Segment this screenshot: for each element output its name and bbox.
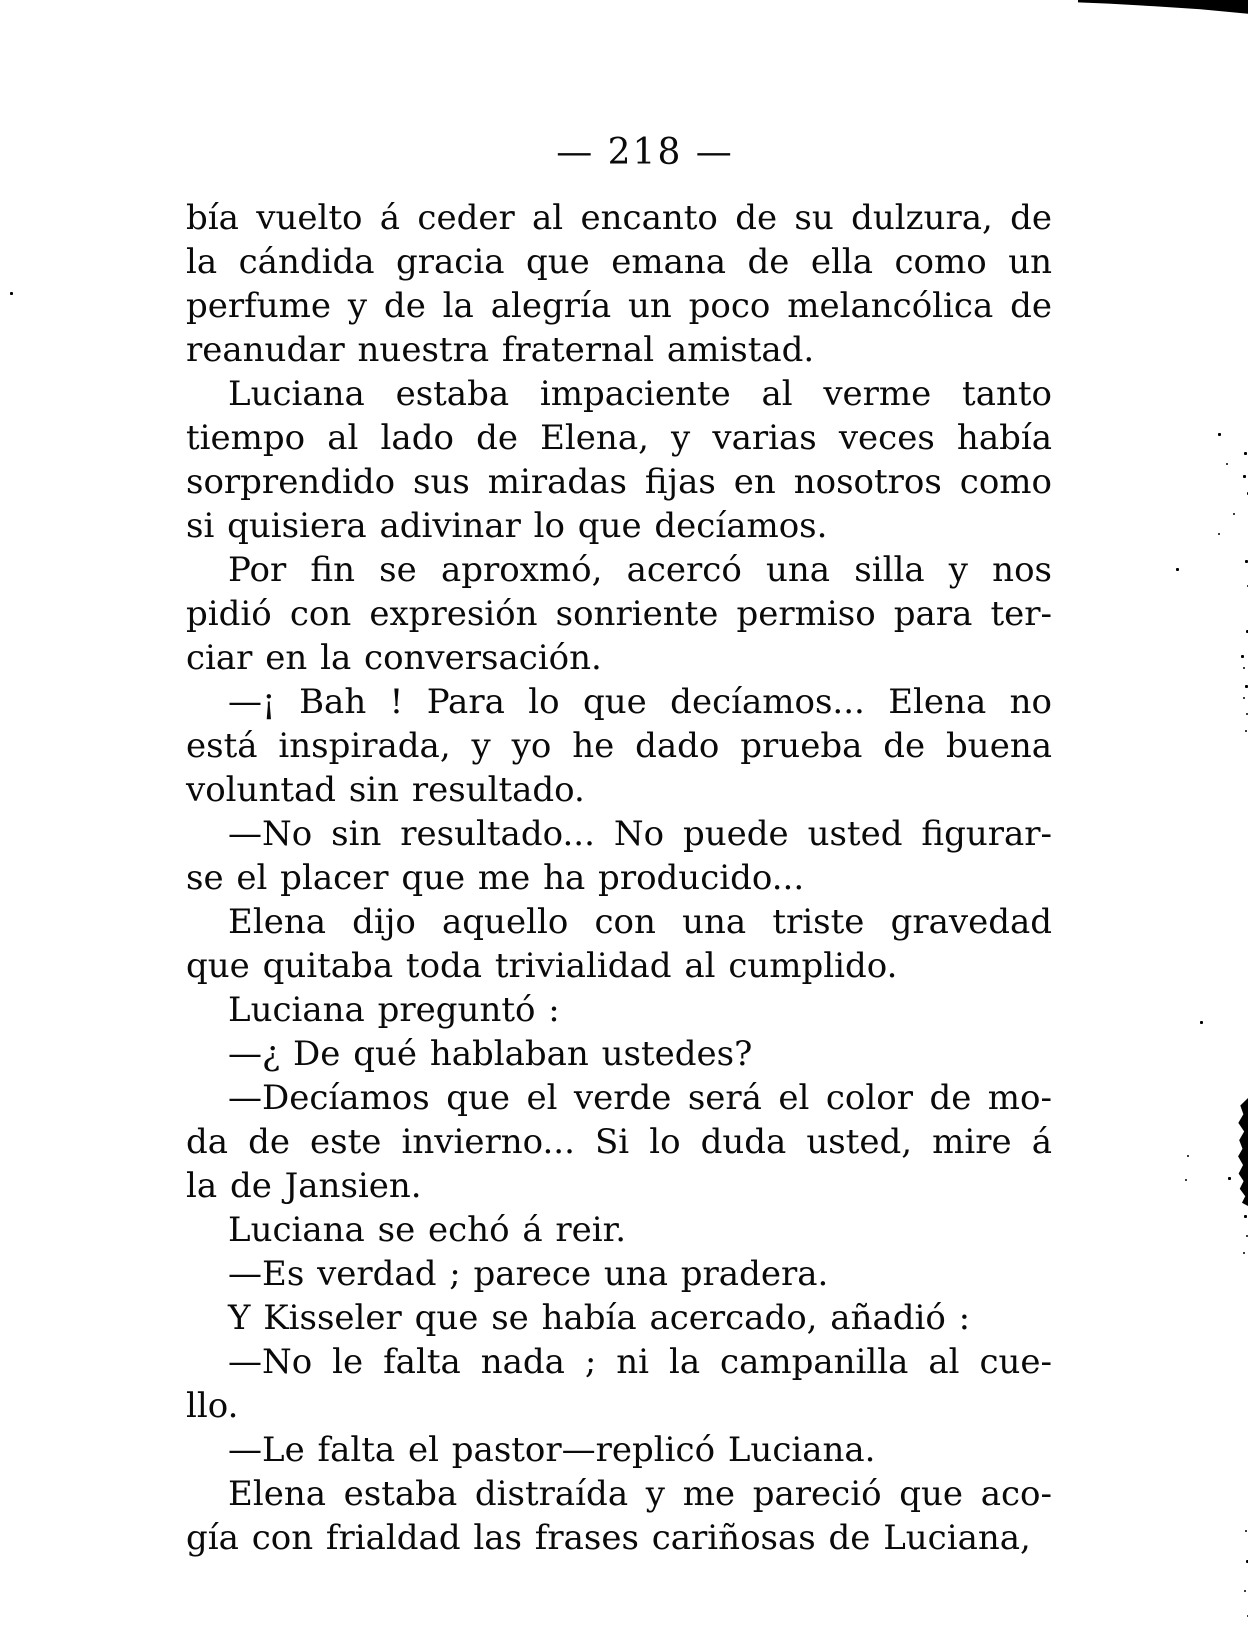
scan-speck	[1245, 730, 1247, 732]
text-line: —No sin resultado... No puede usted figurar-	[228, 814, 1052, 854]
scan-speck	[1244, 1215, 1247, 1218]
text-line: está inspirada, y yo he dado prueba de buena	[186, 726, 1052, 766]
scan-edge-blotch-artifact	[1237, 1098, 1248, 1206]
scan-speck	[1187, 1155, 1189, 1157]
scan-speck	[1218, 433, 1221, 436]
scan-speck	[1244, 452, 1247, 455]
scan-corner-artifact	[1078, 0, 1248, 15]
text-line: si quisiera adivinar lo que decíamos.	[186, 506, 828, 546]
text-line: Elena estaba distraída y me pareció que aco-	[228, 1474, 1052, 1514]
text-line: tiempo al lado de Elena, y varias veces había	[186, 418, 1052, 458]
text-line: gía con frialdad las frases cariñosas de Luciana,	[186, 1518, 1031, 1558]
text-body	[186, 196, 1052, 1560]
scan-speck	[1245, 1530, 1247, 1532]
text-line: —Decíamos que el verde será el color de mo-	[228, 1078, 1052, 1118]
text-line: Por fin se aproxmó, acercó una silla y nos	[228, 550, 1052, 590]
text-line: se el placer que me ha producido...	[186, 858, 805, 898]
scan-speck	[1218, 533, 1220, 535]
scan-speck	[1233, 513, 1235, 515]
text-line: —Es verdad ; parece una pradera.	[228, 1254, 829, 1294]
scan-speck	[1200, 1021, 1203, 1024]
text-line: ciar en la conversación.	[186, 638, 602, 678]
scan-speck	[1243, 667, 1245, 669]
scan-speck	[1185, 1179, 1187, 1181]
text-line: la de Jansien.	[186, 1166, 422, 1206]
text-line: bía vuelto á ceder al encanto de su dulzura, de	[186, 198, 1052, 238]
text-line: Luciana preguntó :	[228, 990, 560, 1030]
text-line: sorprendido sus miradas fijas en nosotros como	[186, 462, 1052, 502]
text-line: —¿ De qué hablaban ustedes?	[228, 1034, 753, 1074]
text-line: —¡ Bah ! Para lo que decíamos... Elena no	[228, 682, 1052, 722]
scan-speck	[1228, 1177, 1231, 1180]
scan-speck	[1226, 463, 1228, 465]
text-line: que quitaba toda trivialidad al cumplido.	[186, 946, 898, 986]
text-line: Luciana se echó á reir.	[228, 1210, 627, 1250]
text-line: llo.	[186, 1386, 239, 1426]
text-line: la cándida gracia que emana de ella como un	[186, 242, 1052, 282]
text-line: Elena dijo aquello con una triste gravedad	[228, 902, 1052, 942]
page-number: — 218 —	[556, 132, 734, 173]
scan-speck	[1243, 1252, 1245, 1254]
text-line: Luciana estaba impaciente al verme tanto	[228, 374, 1052, 414]
scan-speck	[1243, 475, 1246, 478]
text-line: da de este invierno... Si lo duda usted, mire á	[186, 1122, 1052, 1162]
text-line: —Le falta el pastor—replicó Luciana.	[228, 1430, 876, 1470]
scan-speck	[1176, 568, 1179, 571]
scan-speck	[1244, 1590, 1246, 1592]
text-line: reanudar nuestra fraternal amistad.	[186, 330, 815, 370]
text-line: pidió con expresión sonriente permiso para ter-	[186, 594, 1052, 634]
text-line: —No le falta nada ; ni la campanilla al cue-	[228, 1342, 1052, 1382]
text-line: Y Kisseler que se había acercado, añadió :	[228, 1298, 971, 1338]
scan-speck	[10, 292, 13, 295]
scan-speck	[1243, 697, 1245, 699]
text-line: voluntad sin resultado.	[186, 770, 585, 810]
scan-speck	[1241, 655, 1244, 658]
text-line: perfume y de la alegría un poco melancólica de	[186, 286, 1052, 326]
